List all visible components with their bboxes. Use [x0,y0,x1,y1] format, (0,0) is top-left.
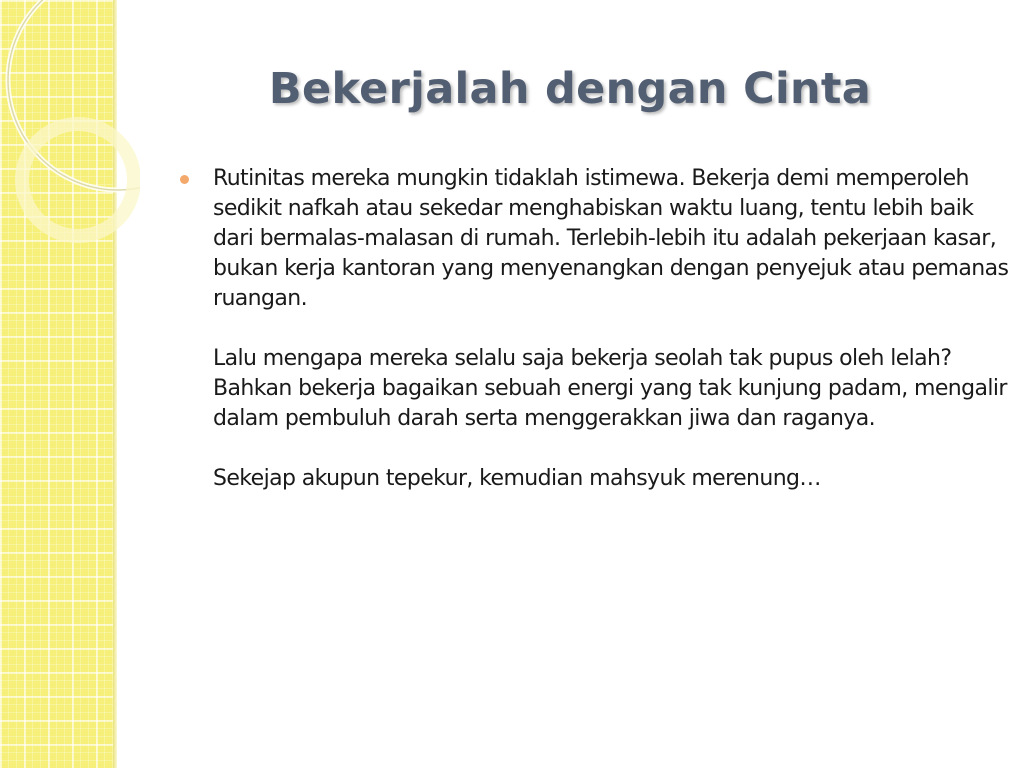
bullet-item [213,164,1010,494]
bullet-dot-icon [180,175,189,184]
decorative-side-band [0,0,113,768]
side-band-edge [113,0,117,768]
paragraph-1: Rutinitas mereka mungkin tidaklah istimewa. Bekerja demi memperoleh sedikit nafkah atau sekedar menghabiskan waktu luang, tentu lebih baik dari bermalas-malasan di rumah. Terlebih-lebih itu adalah pekerjaan kasar, bukan kerja kantoran yang menyenangkan dengan penyejuk atau pemanas ruangan. [213,166,1009,311]
slide-title: Bekerjalah dengan Cinta [268,64,872,114]
bullet-list [180,164,1010,524]
paragraph-3: Sekejap akupun tepekur, kemudian mahsyuk merenung… [213,466,821,491]
paragraph-2: Lalu mengapa mereka selalu saja bekerja seolah tak pupus oleh lelah? Bahkan bekerja bagaikan sebuah energi yang tak kunjung padam, mengalir dalam pembuluh darah serta menggerakkan jiwa dan raganya. [213,346,1007,431]
